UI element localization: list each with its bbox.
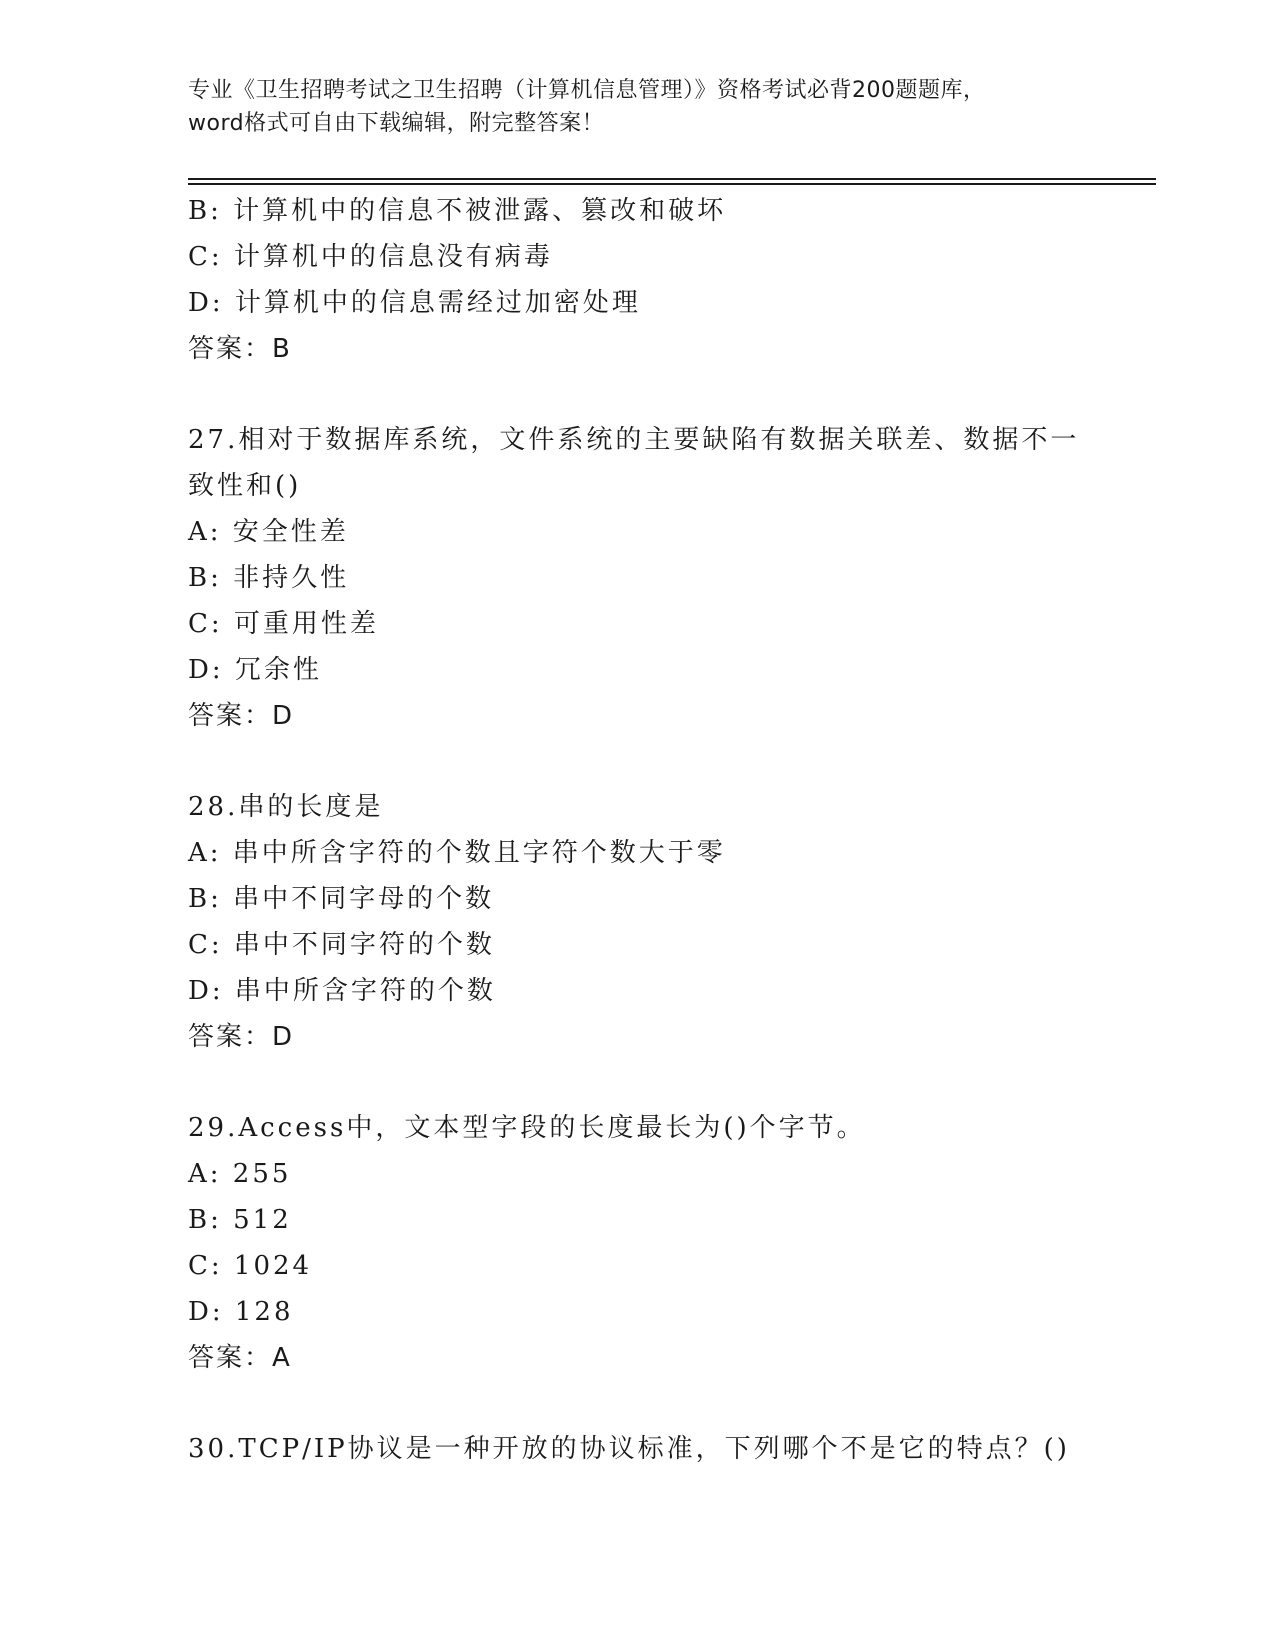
option-a: A: 255: [188, 1159, 292, 1189]
question-stem-continued: 致性和(): [188, 471, 302, 501]
answer-text: 答案：D: [188, 701, 295, 731]
question-28: [188, 784, 1088, 1060]
answer-text: 答案：D: [188, 1022, 295, 1052]
question-30: [188, 1426, 1088, 1472]
header-line-1: 专业《卫生招聘考试之卫生招聘（计算机信息管理）》资格考试必背200题题库，: [188, 78, 986, 103]
header-divider-bottom: [188, 183, 1156, 185]
question-stem: 28.串的长度是: [188, 792, 384, 822]
option-c: C: 1024: [188, 1251, 313, 1281]
option-b: B: 非持久性: [188, 563, 350, 593]
question-26-remainder: [188, 188, 1088, 372]
option-c: C: 计算机中的信息没有病毒: [188, 242, 553, 272]
option-c: C: 串中不同字符的个数: [188, 930, 495, 960]
option-b: B: 512: [188, 1205, 292, 1235]
question-list: [188, 188, 1088, 1472]
option-b: B: 计算机中的信息不被泄露、篡改和破坏: [188, 196, 727, 226]
option-a: A: 安全性差: [188, 517, 349, 547]
question-stem: 27.相对于数据库系统，文件系统的主要缺陷有数据关联差、数据不一: [188, 425, 1080, 455]
option-b: B: 串中不同字母的个数: [188, 884, 495, 914]
document-header: [188, 74, 1088, 140]
question-29: [188, 1105, 1088, 1381]
option-d: D: 串中所含字符的个数: [188, 976, 496, 1006]
option-d: D: 计算机中的信息需经过加密处理: [188, 288, 641, 318]
question-27: [188, 417, 1088, 739]
answer-text: 答案：B: [188, 334, 292, 364]
option-a: A: 串中所含字符的个数且字符个数大于零: [188, 838, 726, 868]
option-d: D: 冗余性: [188, 655, 322, 685]
header-line-2: word格式可自由下载编辑，附完整答案！: [188, 111, 605, 136]
header-divider-top: [188, 178, 1156, 180]
question-stem: 29.Access中，文本型字段的长度最长为()个字节。: [188, 1113, 866, 1143]
question-stem: 30.TCP/IP协议是一种开放的协议标准，下列哪个不是它的特点？(): [188, 1434, 1070, 1464]
answer-text: 答案：A: [188, 1343, 292, 1373]
option-d: D: 128: [188, 1297, 294, 1327]
option-c: C: 可重用性差: [188, 609, 379, 639]
